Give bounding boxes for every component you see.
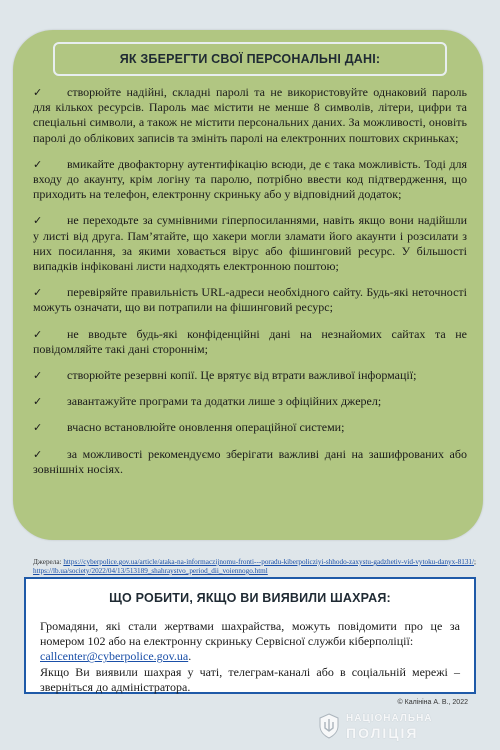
source-link-lb[interactable]: https://lb.ua/society/2022/04/13/513189_shahraystvo_period_dii_voiennogo.html <box>33 567 268 575</box>
tip-item <box>33 394 467 409</box>
national-police-logo <box>318 708 468 744</box>
tip-text: вчасно встановлюйте оновлення операційної системи; <box>67 420 345 435</box>
tip-text: за можливості рекомендуємо зберігати важливі дані на зашифрованих або зовнішніх носіях. <box>33 446 467 476</box>
fraud-info-admin-text: Якщо Ви виявили шахрая у чаті, телеграм-каналі або в соціальній мережі – зверніться до адміністратора. <box>40 664 460 694</box>
checkmark-icon: ✓ <box>33 157 43 171</box>
checkmark-icon: ✓ <box>33 286 43 300</box>
checkmark-icon: ✓ <box>33 395 43 409</box>
checkmark-icon: ✓ <box>33 214 43 228</box>
logo-line2: ПОЛІЦІЯ <box>346 725 419 741</box>
tip-text: вмикайте двофакторну аутентифікацію всюди, де є така можливість. Тоді для входу до акаунту, крім логіну та паролю, потрібно ввести код підтвердження, що приходить на телефон, електронну скриньку або у відповідний додаток; <box>33 156 467 202</box>
tip-text: створюйте резервні копії. Це врятує від втрати важливої інформації; <box>67 368 417 383</box>
tip-text: не переходьте за сумнівними гіперпосиланнями, навіть якщо вони надійшли у листі від друга. Пам’ятайте, що хакери могли зламати його акаунти і розсилати з них посилання, за якими ховається вірус або фішинговий ресурс. У більшості випадків інфіковані листи надходять електронною поштою; <box>33 213 467 274</box>
fraud-info-title: ЩО РОБИТИ, ЯКЩО ВИ ВИЯВИЛИ ШАХРАЯ: <box>109 591 391 605</box>
checkmark-icon: ✓ <box>33 86 43 99</box>
checkmark-icon: ✓ <box>33 369 43 383</box>
source-link-cyberpolice[interactable]: https://cyberpolice.gov.ua/article/ataka-na-informaczijnomu-fronti---poradu-kiberpolicziyi-shhodo-zaxystu-gadzhetiv-vid-vytoku-danyx-8131/ <box>63 558 475 566</box>
tips-list <box>33 85 467 488</box>
tip-item <box>33 85 467 146</box>
copyright-note: © Калініна А. В., 2022 <box>397 699 468 706</box>
fraud-info-body <box>40 619 460 695</box>
sources-separator: ; <box>474 558 477 566</box>
logo-text <box>346 712 433 740</box>
callcenter-email-link[interactable]: callcenter@cyberpolice.gov.ua <box>40 649 189 664</box>
tip-text: створюйте надійні, складні паролі та не використовуйте однаковий пароль для кількох ресурсів. Пароль має містити не менше 8 символів, літери, цифри та спеціальні символи, а також не містити персональних даних. За можливості, оновіть паролі до облікових записів та змініть паролі на електронних поштових скриньках; <box>33 85 467 145</box>
logo-line1: НАЦІОНАЛЬНА <box>346 713 433 724</box>
tip-item <box>33 157 467 203</box>
sources-label: Джерела: <box>33 558 62 566</box>
tip-item <box>33 327 467 357</box>
fraud-info-text: Громадяни, які стали жертвами шахрайства, можуть повідомити про це за номером 102 або на електронну скриньку Сервісної служби кіберполіції: <box>40 619 460 649</box>
tips-title: ЯК ЗБЕРЕГТИ СВОЇ ПЕРСОНАЛЬНІ ДАНІ: <box>119 52 381 66</box>
tip-item <box>33 420 467 435</box>
fraud-info-box <box>24 577 476 694</box>
tip-text: завантажуйте програми та додатки лише з офіційних джерел; <box>67 394 382 409</box>
checkmark-icon: ✓ <box>33 447 43 461</box>
police-emblem-icon <box>318 713 340 739</box>
tips-title-bar <box>53 42 447 76</box>
tip-item <box>33 447 467 477</box>
tip-text: перевіряйте правильність URL-адреси необхідного сайту. Будь-які неточності можуть означати, що ви потрапили на фішинговий ресурс; <box>33 285 467 315</box>
tip-item <box>33 213 467 274</box>
sources-note <box>33 558 478 576</box>
tip-text: не вводьте будь-які конфіденційні дані на незнайомих сайтах та не повідомляйте такі дані стороннім; <box>33 326 467 356</box>
checkmark-icon: ✓ <box>33 421 43 435</box>
email-suffix: . <box>188 649 192 664</box>
tip-item <box>33 285 467 315</box>
tip-item <box>33 368 467 383</box>
checkmark-icon: ✓ <box>33 327 43 341</box>
